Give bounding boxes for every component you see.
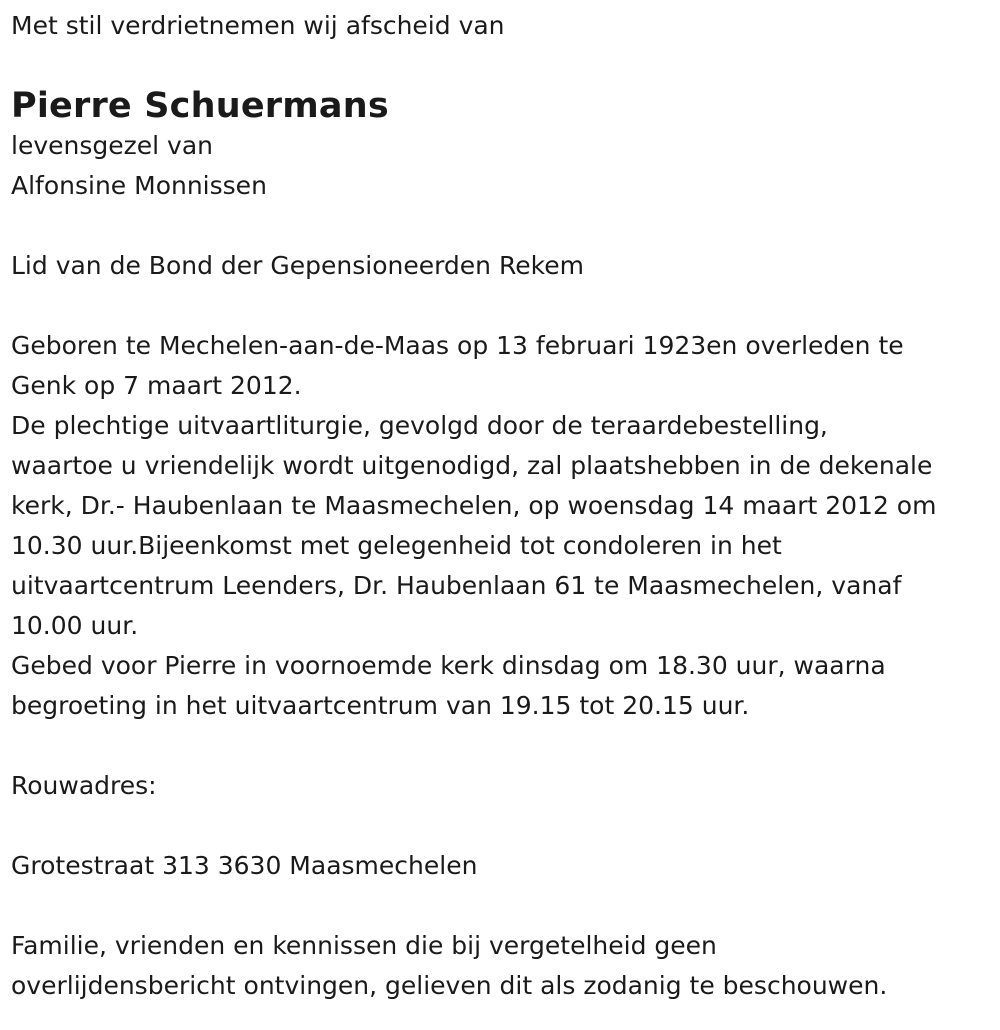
details-line: uitvaartcentrum Leenders, Dr. Haubenlaan 61 te Maasmechelen, vanaf <box>11 571 902 600</box>
address-label: Rouwadres: <box>11 771 157 800</box>
funeral-details <box>11 326 1000 726</box>
spacer <box>11 806 1000 846</box>
mourning-address: Grotestraat 313 3630 Maasmechelen <box>11 851 478 880</box>
partner-label: levensgezel van <box>11 131 213 160</box>
spacer <box>11 726 1000 766</box>
spacer <box>11 886 1000 926</box>
details-line: kerk, Dr.- Haubenlaan te Maasmechelen, op woensdag 14 maart 2012 om <box>11 491 937 520</box>
membership-text: Lid van de Bond der Gepensioneerden Rekem <box>11 251 584 280</box>
closing-line: Familie, vrienden en kennissen die bij vergetelheid geen <box>11 931 717 960</box>
details-line: Gebed voor Pierre in voornoemde kerk dinsdag om 18.30 uur, waarna <box>11 651 886 680</box>
details-line: 10.00 uur. <box>11 611 139 640</box>
closing-line: overlijdensbericht ontvingen, gelieven dit als zodanig te beschouwen. <box>11 971 888 1000</box>
details-line: begroeting in het uitvaartcentrum van 19.15 tot 20.15 uur. <box>11 691 750 720</box>
details-line: Genk op 7 maart 2012. <box>11 371 302 400</box>
partner-name: Alfonsine Monnissen <box>11 171 267 200</box>
details-line: De plechtige uitvaartliturgie, gevolgd door de teraardebestelling, <box>11 411 828 440</box>
details-line: 10.30 uur.Bijeenkomst met gelegenheid tot condoleren in het <box>11 531 782 560</box>
closing-text <box>11 926 1000 1006</box>
spacer <box>11 206 1000 246</box>
intro-text: Met stil verdrietnemen wij afscheid van <box>11 11 505 40</box>
deceased-name: Pierre Schuermans <box>11 86 389 126</box>
details-line: Geboren te Mechelen-aan-de-Maas op 13 februari 1923en overleden te <box>11 331 904 360</box>
spacer <box>11 286 1000 326</box>
details-line: waartoe u vriendelijk wordt uitgenodigd, zal plaatshebben in de dekenale <box>11 451 933 480</box>
